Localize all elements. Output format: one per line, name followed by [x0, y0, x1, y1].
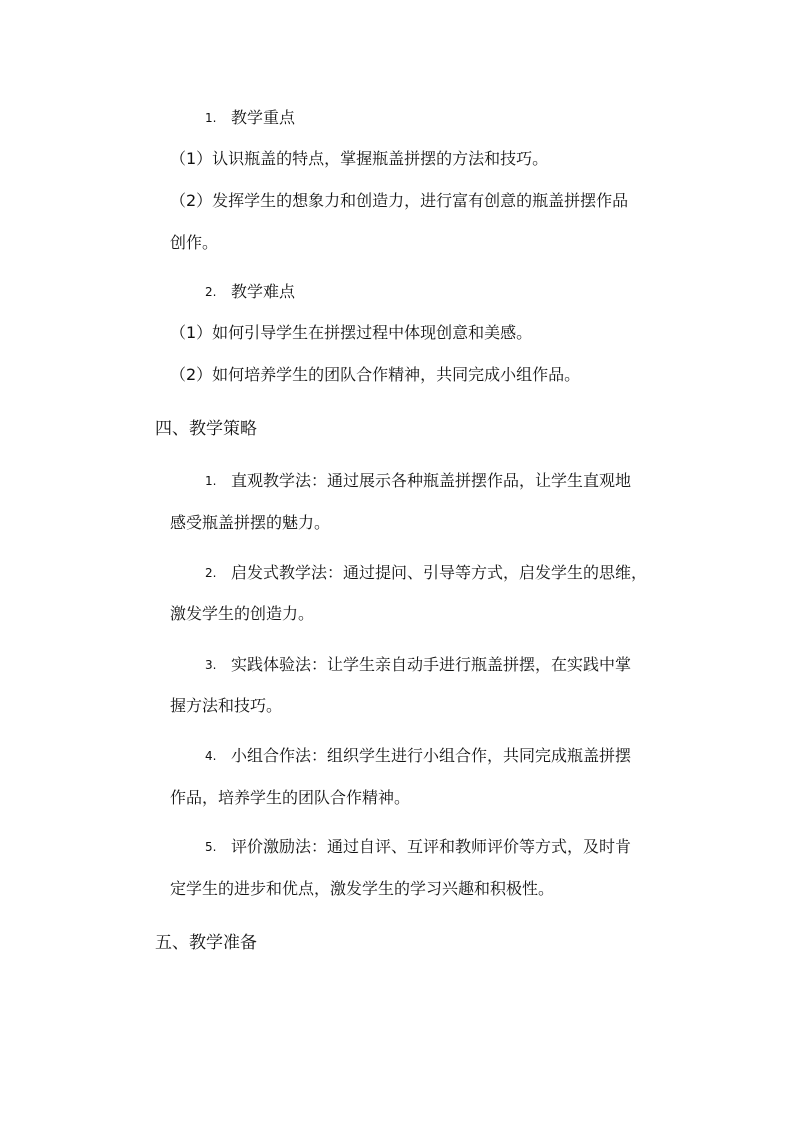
- strategy-2-text: 启发式教学法：通过提问、引导等方式，启发学生的思维，: [231, 563, 648, 582]
- list-number: 1.: [205, 111, 217, 125]
- difficulty-item-2: （2）如何培养学生的团队合作精神，共同完成小组作品。: [170, 365, 581, 384]
- list-number: 2.: [205, 285, 217, 299]
- strategy-1-line-2: 感受瓶盖拼摆的魅力。: [170, 513, 331, 532]
- section-5-heading: 五、教学准备: [155, 933, 257, 953]
- difficulty-item-1: （1）如何引导学生在拼摆过程中体现创意和美感。: [170, 323, 533, 342]
- section-4-heading: 四、教学策略: [155, 419, 257, 439]
- strategy-5-line-2: 定学生的进步和优点，激发学生的学习兴趣和积极性。: [170, 879, 555, 898]
- list-number: 4.: [205, 749, 217, 763]
- list-number: 3.: [205, 658, 217, 672]
- strategy-4-line-1: [205, 745, 631, 767]
- difficulty-heading: [205, 281, 295, 303]
- focus-title: 教学重点: [231, 108, 296, 127]
- strategy-5-text: 评价激励法：通过自评、互评和教师评价等方式，及时肯: [231, 837, 632, 856]
- strategy-3-line-2: 握方法和技巧。: [170, 696, 283, 715]
- strategy-2-line-2: 激发学生的创造力。: [170, 604, 315, 623]
- list-number: 5.: [205, 840, 217, 854]
- difficulty-title: 教学难点: [231, 282, 296, 301]
- strategy-2-line-1: [205, 562, 647, 584]
- strategy-1-line-1: [205, 470, 631, 492]
- strategy-3-text: 实践体验法：让学生亲自动手进行瓶盖拼摆，在实践中掌: [231, 655, 632, 674]
- list-number: 2.: [205, 566, 217, 580]
- strategy-1-text: 直观教学法：通过展示各种瓶盖拼摆作品，让学生直观地: [231, 471, 632, 490]
- focus-item-2-line-1: （2）发挥学生的想象力和创造力，进行富有创意的瓶盖拼摆作品: [170, 191, 629, 210]
- strategy-4-text: 小组合作法：组织学生进行小组合作，共同完成瓶盖拼摆: [231, 746, 632, 765]
- focus-item-1: （1）认识瓶盖的特点，掌握瓶盖拼摆的方法和技巧。: [170, 149, 549, 168]
- strategy-4-line-2: 作品，培养学生的团队合作精神。: [170, 788, 411, 807]
- focus-heading: [205, 107, 295, 129]
- strategy-3-line-1: [205, 654, 631, 676]
- strategy-5-line-1: [205, 836, 631, 858]
- focus-item-2-line-2: 创作。: [170, 233, 219, 252]
- list-number: 1.: [205, 474, 217, 488]
